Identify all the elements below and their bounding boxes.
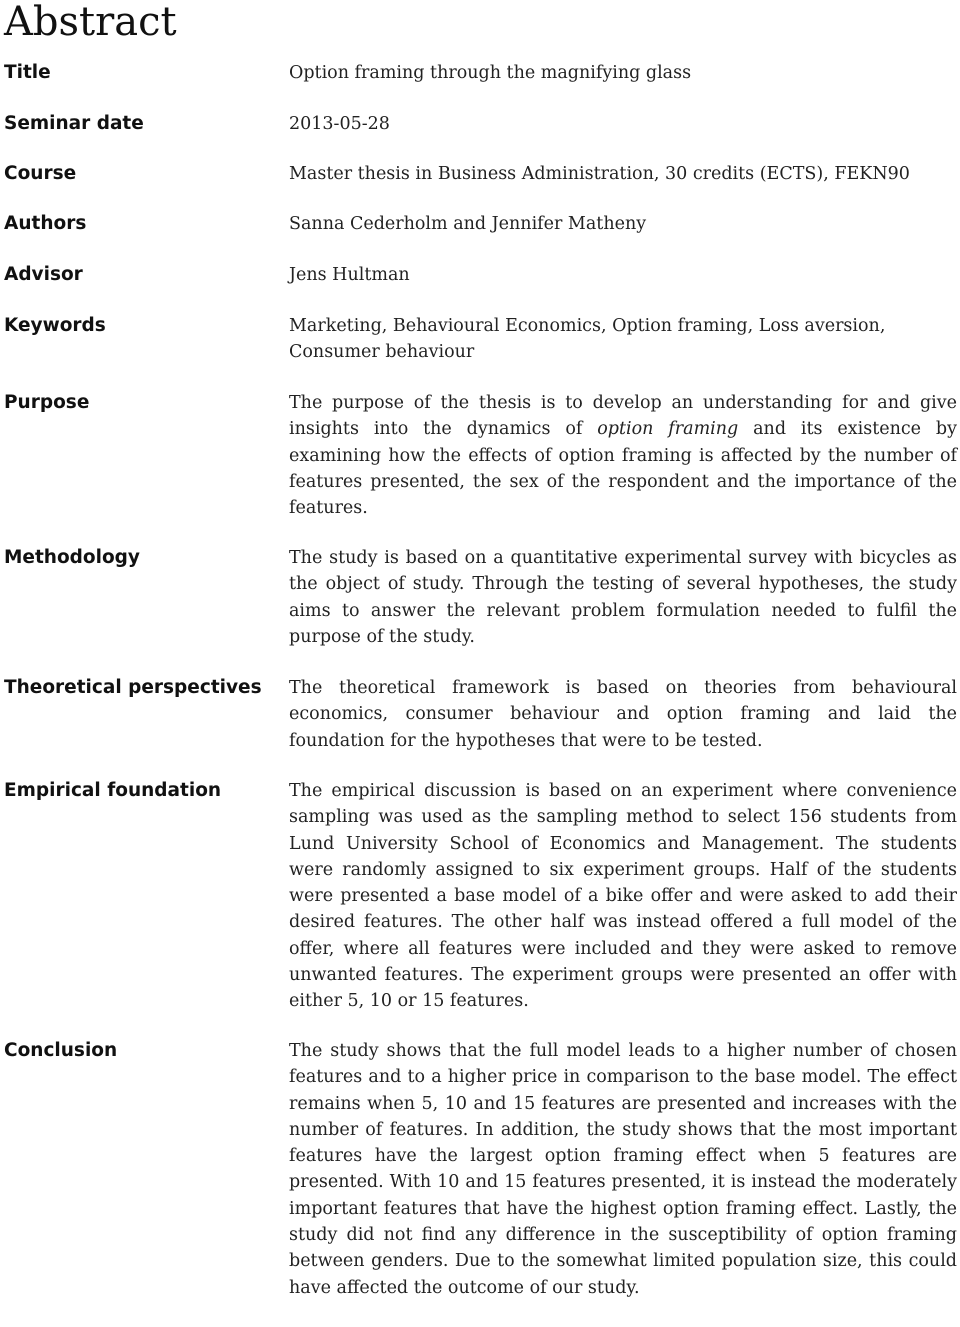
- value-authors: Sanna Cederholm and Jennifer Matheny: [289, 214, 647, 234]
- label-title: Title: [4, 62, 51, 83]
- value-conclusion: The study shows that the full model leads to a higher number of chosen features and to a higher price in comparison to the base model. The effect remains when 5, 10 and 15 features are presented and increases with the number of features. In addition, the study shows that the most important features have the largest option framing effect when 5 features are presented. With 10 and 15 features presented, it is instead the moderately important features that have the highest option framing effect. Lastly, the study did not find any difference in the susceptibility of option framing between genders. Due to the somewhat limited population size, this could have affected the outcome of our study.: [289, 1041, 957, 1298]
- label-seminar-date: Seminar date: [4, 113, 144, 134]
- value-keywords: Marketing, Behavioural Economics, Option framing, Loss aversion, Consumer behaviour: [289, 316, 886, 363]
- purpose-text-after: and its existence by examining how the effects of option framing is affected by the number of features presented, the sex of the respondent and the importance of the features.: [289, 419, 957, 519]
- page-title: Abstract: [4, 0, 177, 45]
- label-advisor: Advisor: [4, 264, 83, 285]
- label-methodology: Methodology: [4, 547, 140, 568]
- label-theoretical-perspectives: Theoretical perspectives: [4, 677, 262, 698]
- value-advisor: Jens Hultman: [289, 265, 410, 285]
- label-authors: Authors: [4, 213, 87, 234]
- label-conclusion: Conclusion: [4, 1040, 118, 1061]
- label-purpose: Purpose: [4, 392, 90, 413]
- value-purpose: [289, 390, 957, 521]
- purpose-text-emphasis: option framing: [597, 419, 739, 440]
- label-keywords: Keywords: [4, 315, 106, 336]
- value-methodology: The study is based on a quantitative experimental survey with bicycles as the object of study. Through the testing of several hypotheses, the study aims to answer the relevant problem formulation needed to fulfil the purpose of the study.: [289, 548, 957, 647]
- value-course: Master thesis in Business Administration, 30 credits (ECTS), FEKN90: [289, 164, 910, 184]
- value-theoretical-perspectives: The theoretical framework is based on theories from behavioural economics, consumer behaviour and option framing and laid the foundation for the hypotheses that were to be tested.: [289, 678, 957, 751]
- value-seminar-date: 2013-05-28: [289, 114, 390, 134]
- label-course: Course: [4, 163, 77, 184]
- value-empirical-foundation: The empirical discussion is based on an experiment where convenience sampling was used as the sampling method to select 156 students from Lund University School of Economics and Management. The students were randomly assigned to six experiment groups. Half of the students were presented a base model of a bike offer and were asked to add their desired features. The other half was instead offered a full model of the offer, where all features were included and they were asked to remove unwanted features. The experiment groups were presented an offer with either 5, 10 or 15 features.: [289, 781, 957, 1012]
- value-title: Option framing through the magnifying glass: [289, 63, 692, 83]
- label-empirical-foundation: Empirical foundation: [4, 780, 222, 801]
- purpose-text-before: The purpose of the thesis is to develop an understanding for and give insights into the dynamics of: [289, 393, 957, 440]
